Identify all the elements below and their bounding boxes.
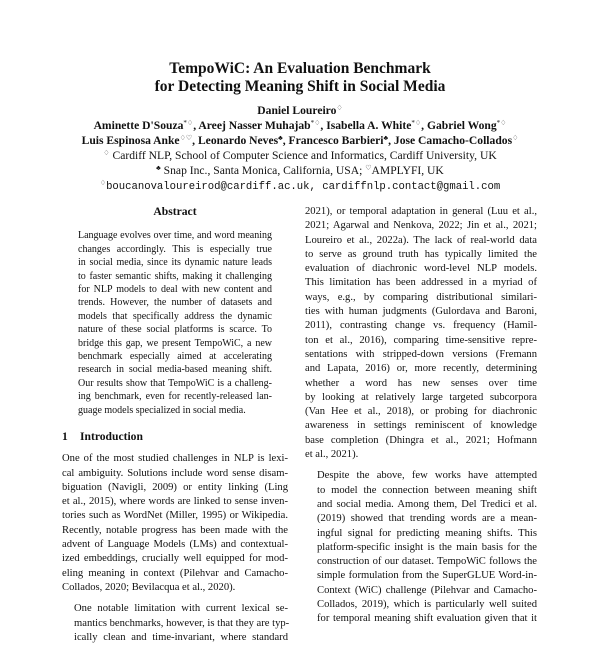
text-line: tories such as WordNet (Miller, 1995) or Wikipedia.	[62, 510, 288, 522]
email-line	[0, 178, 600, 195]
author-line-2: Aminette D'Souza*♢, Areej Nasser Muhajab*♢, Isabella A. White*♢, Gabriel Wong*♢	[93, 119, 507, 132]
affiliation-mark: ♢	[336, 104, 343, 112]
affiliation-mark: *♢	[496, 119, 507, 127]
right-column	[305, 205, 537, 627]
intro-paragraph-1	[62, 452, 288, 595]
text-line: to model the connection between meaning shift	[317, 484, 537, 496]
text-line: Collados, 2019), which is particularly well suited	[317, 599, 537, 611]
text-line: mantics benchmarks, however, is that they are typ-	[74, 617, 290, 629]
text-line: evaluation of diachronic word-level NLP models.	[305, 263, 537, 275]
text-line: 2021), or temporal adaptation in general (Luu et al.,	[305, 206, 537, 217]
text-line: base completion (Dhingra et al., 2021; Hofmann	[305, 434, 537, 446]
text-line: for temporal meaning shift evaluation given that it	[317, 613, 537, 625]
text-line: for NLP models to deal with new content and	[78, 283, 272, 295]
text-line: (2019) showed that trending words are a mean-	[317, 513, 537, 525]
text-line: to faster semantic shifts, making it challenging	[78, 270, 272, 282]
text-line: 2011), contrasting change vs. frequency (Hamil-	[305, 320, 537, 332]
text-line: Despite the above, few works have attempted	[317, 470, 537, 482]
affiliation-mark: ♢	[103, 149, 110, 157]
text-line: (Van Hee et al., 2018), or probing for diachronic	[305, 406, 537, 418]
text-line: ways, e.g., by comparing distributional similari-	[305, 291, 537, 303]
text-line: Recently, notable progress has been made with the	[62, 524, 288, 536]
text-line: Loureiro et al., 2022a). The lack of real-world data	[305, 234, 537, 246]
affiliation-mark: ♢	[512, 134, 519, 142]
text-line: benchmark especially aimed at accelerating	[78, 350, 272, 362]
author-name: Luis Espinosa Anke	[81, 134, 180, 147]
right-paragraph-1	[305, 205, 537, 462]
author-name: Isabella A. White	[326, 119, 412, 132]
title-line-1: TempoWiC: An Evaluation Benchmark	[169, 60, 431, 77]
text-line: guage models specialized in social media.	[78, 404, 246, 416]
text-line: simple formulation from the SuperGLUE Word-in-	[317, 570, 537, 582]
author-name: Leonardo Neves	[197, 134, 279, 147]
affiliation-text: AMPLYFI, UK	[371, 164, 444, 177]
affiliation-mark: ♣	[383, 134, 389, 142]
text-line: whether a word has new senses over time	[305, 377, 537, 389]
text-line: trends. However, the number of datasets and	[78, 297, 272, 309]
abstract-heading: Abstract	[153, 205, 197, 218]
intro-paragraph-2	[62, 602, 288, 645]
text-line: ing benchmark, even for recently-released lan-	[78, 391, 272, 403]
text-line: Language evolves over time, and word meaning	[78, 230, 272, 242]
text-line: Context (WiC) challenge (Pilehvar and Camacho-	[317, 584, 537, 596]
affiliation-line-2	[0, 163, 600, 178]
text-line: changes accordingly. This is especially true	[78, 243, 272, 255]
text-line: Collados, 2020; Bevilacqua et al., 2020).	[62, 581, 236, 593]
text-line: This limitation has been addressed in a myriad of	[305, 277, 537, 289]
text-line: and social media. Among them, Del Tredici et al.	[317, 498, 537, 510]
text-line: platform-specific insight is the main basis for the	[317, 541, 537, 553]
text-line: 2021; Agarwal and Nenkova, 2022; Jin et al., 2021;	[305, 220, 537, 232]
affiliation-mark: ♡	[365, 164, 372, 172]
text-line: et al., 2021).	[305, 449, 359, 461]
affiliation-mark: ♣	[278, 134, 283, 142]
author-block	[0, 103, 600, 195]
email-addresses: boucanovaloureirod@cardiff.ac.uk, cardiffnlp.contact@gmail.com	[106, 181, 501, 193]
affiliation-mark: *♢	[183, 119, 194, 127]
author-line-3: Luis Espinosa Anke♢♡, Leonardo Neves♣, Francesco Barbieri♣, Jose Camacho-Collados♢	[81, 134, 519, 147]
text-line: sentations with stripped-down versions (Fremann	[305, 348, 537, 360]
affiliation-text: Snap Inc., Santa Monica, California, USA;	[163, 164, 363, 177]
text-line: bridge this gap, we present TempoWiC, a new	[78, 337, 272, 349]
text-line: cal ambiguity. Solutions include word sense disam-	[62, 467, 288, 479]
affiliation-line-1	[0, 148, 600, 163]
text-line: models that specifically address the dynamic	[78, 310, 272, 322]
text-line: and Lapata, 2016) or, more recently, determining	[305, 363, 537, 375]
left-column	[62, 205, 288, 645]
section-title: Introduction	[80, 429, 143, 443]
author-line-1	[0, 103, 600, 118]
affiliation-mark: ♢♡	[179, 134, 193, 142]
affiliation-mark: ♣	[156, 164, 161, 172]
text-line: awareness in settings reminiscent of knowledge	[305, 420, 537, 432]
author-name: Daniel Loureiro	[257, 104, 337, 117]
text-line: eling meaning in context (Pilehvar and Camacho-	[62, 567, 288, 579]
author-name: Gabriel Wong	[426, 119, 497, 132]
text-line: ties with human judgments (Gulordava and Baroni,	[305, 306, 537, 318]
right-paragraph-2	[305, 469, 537, 626]
text-line: biguation (Navigli, 2009) or entity linking (Ling	[62, 481, 288, 493]
text-line: Our results show that TempoWiC is a challeng-	[78, 377, 272, 389]
text-line: in social media, since its dynamic nature leads	[78, 257, 272, 269]
text-line: by looking at relatively large targeted subcorpora	[305, 391, 537, 403]
affiliation-text: Cardiff NLP, School of Computer Science and Informatics, Cardiff University, UK	[112, 149, 497, 162]
section-number: 1	[62, 429, 68, 443]
author-name: Aminette D'Souza	[93, 119, 184, 132]
affiliation-mark: ♢	[99, 179, 107, 187]
text-line: One notable limitation with current lexical se-	[74, 603, 288, 615]
text-line: ically clean and time-invariant, where standard	[74, 631, 288, 643]
text-line: advent of Language Models (LMs) and contextual-	[62, 539, 288, 551]
affiliation-mark: *♢	[310, 119, 321, 127]
abstract-text	[62, 229, 288, 417]
text-line: One of the most studied challenges in NLP is lexi-	[62, 453, 288, 465]
text-line: construction of our dataset. TempoWiC follows the	[317, 556, 537, 568]
author-name: Jose Camacho-Collados	[393, 134, 513, 147]
text-line: to serve as ground truth has typically limited the	[305, 248, 537, 260]
text-line: nature of these social platforms is scarce. To	[78, 324, 272, 336]
title-line-2: for Detecting Meaning Shift in Social Media	[154, 78, 446, 95]
text-line: ized embeddings, crucially well equipped for mod-	[62, 553, 288, 565]
text-line: ingful signal for predicting meaning shifts. This	[317, 527, 537, 539]
affiliation-mark: *♢	[411, 119, 422, 127]
text-line: research in social media-based meaning shift.	[78, 364, 272, 376]
text-line: ton et al., 2016), comparing time-sensitive repre-	[305, 334, 537, 346]
section-heading-introduction	[62, 430, 288, 444]
text-line: et al., 2015), where words are linked to sense inven-	[62, 496, 288, 508]
author-name: Areej Nasser Muhajab	[198, 119, 311, 132]
paper-title	[0, 60, 600, 96]
author-name: Francesco Barbieri	[288, 134, 384, 147]
